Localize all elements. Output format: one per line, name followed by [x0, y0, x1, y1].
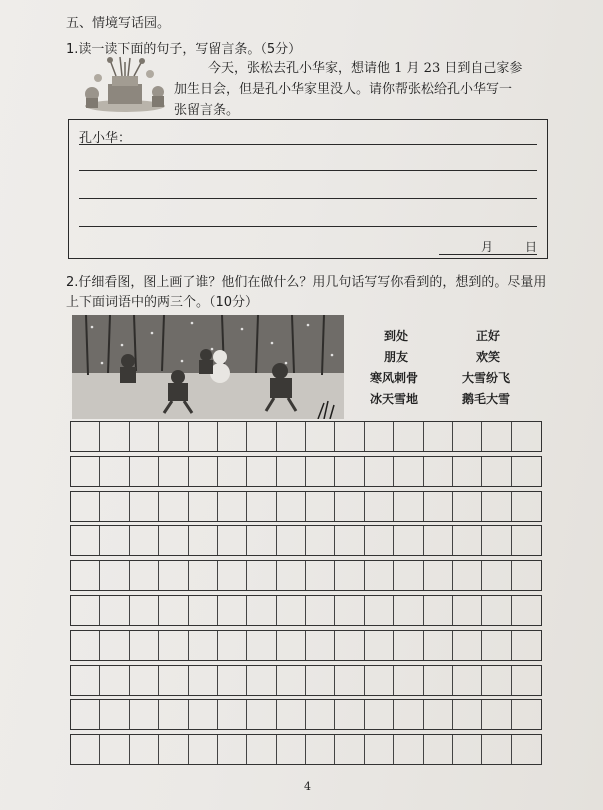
grid-cell[interactable] [130, 631, 159, 660]
grid-cell[interactable] [453, 422, 482, 451]
grid-cell[interactable] [218, 422, 247, 451]
grid-cell[interactable] [365, 457, 394, 486]
word-bank-item: 到处 [384, 329, 409, 343]
grid-cell[interactable] [394, 492, 423, 521]
word-bank-item: 鹅毛大雪 [462, 392, 511, 406]
grid-cell[interactable] [189, 422, 218, 451]
grid-cell[interactable] [512, 631, 541, 660]
grid-cell[interactable] [394, 700, 423, 729]
grid-cell[interactable] [218, 526, 247, 555]
grid-cell[interactable] [306, 596, 335, 625]
grid-cell[interactable] [130, 735, 159, 764]
grid-cell[interactable] [218, 596, 247, 625]
grid-cell[interactable] [100, 700, 129, 729]
grid-cell[interactable] [189, 666, 218, 695]
grid-cell[interactable] [306, 561, 335, 590]
grid-cell[interactable] [335, 561, 364, 590]
grid-cell[interactable] [453, 700, 482, 729]
grid-cell[interactable] [306, 526, 335, 555]
grid-cell[interactable] [335, 700, 364, 729]
grid-cell[interactable] [159, 735, 188, 764]
grid-cell[interactable] [394, 422, 423, 451]
grid-cell[interactable] [247, 666, 276, 695]
grid-cell[interactable] [394, 596, 423, 625]
grid-cell[interactable] [365, 735, 394, 764]
grid-cell[interactable] [482, 422, 511, 451]
grid-cell[interactable] [189, 457, 218, 486]
grid-cell[interactable] [335, 596, 364, 625]
grid-cell[interactable] [482, 561, 511, 590]
grid-cell[interactable] [100, 735, 129, 764]
grid-cell[interactable] [453, 457, 482, 486]
grid-cell[interactable] [453, 526, 482, 555]
grid-cell[interactable] [394, 561, 423, 590]
grid-cell[interactable] [365, 492, 394, 521]
grid-cell[interactable] [189, 596, 218, 625]
grid-cell[interactable] [394, 666, 423, 695]
grid-cell[interactable] [159, 666, 188, 695]
grid-cell[interactable] [218, 492, 247, 521]
grid-cell[interactable] [512, 561, 541, 590]
grid-cell[interactable] [277, 422, 306, 451]
paragraph-line: 今天，张松去孔小华家，想请他 1 月 23 日到自己家参 [208, 61, 523, 76]
grid-cell[interactable] [71, 666, 100, 695]
grid-cell[interactable] [424, 561, 453, 590]
grid-cell[interactable] [71, 492, 100, 521]
word-bank-item: 朋友 [384, 350, 409, 364]
grid-cell[interactable] [218, 457, 247, 486]
grid-cell[interactable] [277, 561, 306, 590]
grid-cell[interactable] [482, 700, 511, 729]
grid-cell[interactable] [335, 422, 364, 451]
grid-cell[interactable] [100, 526, 129, 555]
grid-cell[interactable] [424, 457, 453, 486]
grid-cell[interactable] [130, 561, 159, 590]
grid-cell[interactable] [335, 457, 364, 486]
paragraph-line: 张留言条。 [174, 103, 240, 118]
writing-line [79, 170, 537, 171]
grid-cell[interactable] [159, 526, 188, 555]
grid-cell[interactable] [247, 596, 276, 625]
grid-cell[interactable] [512, 735, 541, 764]
grid-cell[interactable] [482, 596, 511, 625]
grid-cell[interactable] [100, 631, 129, 660]
grid-cell[interactable] [424, 526, 453, 555]
grid-cell[interactable] [247, 422, 276, 451]
grid-cell[interactable] [218, 631, 247, 660]
grid-cell[interactable] [159, 422, 188, 451]
grid-cell[interactable] [100, 457, 129, 486]
grid-cell[interactable] [512, 596, 541, 625]
grid-cell[interactable] [100, 492, 129, 521]
grid-cell[interactable] [453, 735, 482, 764]
grid-cell[interactable] [424, 492, 453, 521]
paragraph-line: 加生日会，但是孔小华家里没人。请你帮张松给孔小华写一 [174, 82, 513, 97]
writing-line [79, 198, 537, 199]
grid-cell[interactable] [482, 735, 511, 764]
grid-cell[interactable] [130, 492, 159, 521]
grid-cell[interactable] [512, 422, 541, 451]
grid-cell[interactable] [130, 526, 159, 555]
grid-cell[interactable] [218, 735, 247, 764]
grid-cell[interactable] [130, 596, 159, 625]
grid-cell[interactable] [71, 422, 100, 451]
grid-cell[interactable] [218, 700, 247, 729]
grid-cell[interactable] [159, 457, 188, 486]
grid-cell[interactable] [512, 492, 541, 521]
grid-cell[interactable] [365, 561, 394, 590]
page-number: 4 [304, 780, 311, 793]
grid-cell[interactable] [247, 700, 276, 729]
grid-cell[interactable] [130, 422, 159, 451]
grid-cell[interactable] [424, 631, 453, 660]
question-1-prompt: 1.读一读下面的句子，写留言条。（5分） [66, 42, 302, 57]
grid-cell[interactable] [306, 422, 335, 451]
grid-cell[interactable] [159, 492, 188, 521]
grid-cell[interactable] [189, 735, 218, 764]
grid-cell[interactable] [365, 422, 394, 451]
grid-cell[interactable] [189, 526, 218, 555]
grid-row [70, 560, 542, 591]
grid-cell[interactable] [365, 700, 394, 729]
grid-cell[interactable] [482, 666, 511, 695]
grid-cell[interactable] [71, 526, 100, 555]
grid-row [70, 699, 542, 730]
grid-cell[interactable] [453, 596, 482, 625]
grid-cell[interactable] [512, 666, 541, 695]
writing-line [79, 226, 537, 227]
day-label: 日 [525, 240, 538, 254]
grid-row [70, 421, 542, 452]
grid-cell[interactable] [277, 526, 306, 555]
grid-cell[interactable] [512, 526, 541, 555]
grid-cell[interactable] [189, 700, 218, 729]
question-1-paragraph [174, 58, 554, 121]
grid-cell[interactable] [424, 700, 453, 729]
birthday-illustration [80, 54, 170, 114]
grid-row [70, 525, 542, 556]
grid-cell[interactable] [277, 700, 306, 729]
grid-cell[interactable] [247, 631, 276, 660]
grid-cell[interactable] [306, 700, 335, 729]
grid-cell[interactable] [394, 457, 423, 486]
grid-cell[interactable] [335, 735, 364, 764]
grid-cell[interactable] [512, 457, 541, 486]
grid-cell[interactable] [130, 700, 159, 729]
grid-cell[interactable] [130, 666, 159, 695]
grid-cell[interactable] [424, 666, 453, 695]
grid-cell[interactable] [277, 492, 306, 521]
grid-cell[interactable] [71, 631, 100, 660]
grid-cell[interactable] [512, 700, 541, 729]
grid-cell[interactable] [71, 457, 100, 486]
grid-cell[interactable] [365, 666, 394, 695]
grid-cell[interactable] [335, 526, 364, 555]
grid-cell[interactable] [218, 666, 247, 695]
grid-cell[interactable] [306, 492, 335, 521]
word-bank-item: 寒风刺骨 [370, 371, 419, 385]
grid-row [70, 630, 542, 661]
grid-cell[interactable] [424, 735, 453, 764]
grid-cell[interactable] [394, 735, 423, 764]
grid-cell[interactable] [365, 596, 394, 625]
grid-cell[interactable] [247, 457, 276, 486]
grid-cell[interactable] [277, 735, 306, 764]
grid-cell[interactable] [424, 422, 453, 451]
grid-cell[interactable] [218, 561, 247, 590]
section-title: 五、情境写话园。 [66, 16, 171, 31]
grid-cell[interactable] [277, 457, 306, 486]
grid-cell[interactable] [130, 457, 159, 486]
grid-cell[interactable] [306, 631, 335, 660]
grid-cell[interactable] [189, 492, 218, 521]
grid-row [70, 665, 542, 696]
grid-cell[interactable] [335, 631, 364, 660]
grid-row [70, 456, 542, 487]
grid-cell[interactable] [100, 561, 129, 590]
word-bank-item: 大雪纷飞 [462, 371, 511, 385]
grid-cell[interactable] [247, 561, 276, 590]
grid-cell[interactable] [482, 457, 511, 486]
grid-cell[interactable] [482, 631, 511, 660]
question-2-prompt: 2.仔细看图，图上画了谁？他们在做什么？用几句话写写你看到的，想到的。尽量用上下面词语中的两三个。（10分） [66, 275, 547, 310]
grid-cell[interactable] [159, 596, 188, 625]
grid-cell[interactable] [482, 526, 511, 555]
grid-cell[interactable] [306, 735, 335, 764]
grid-cell[interactable] [453, 492, 482, 521]
grid-cell[interactable] [159, 631, 188, 660]
message-note-box[interactable] [68, 119, 548, 259]
word-bank-item: 欢笑 [476, 350, 501, 364]
grid-cell[interactable] [159, 561, 188, 590]
grid-cell[interactable] [277, 596, 306, 625]
grid-cell[interactable] [335, 492, 364, 521]
grid-cell[interactable] [71, 700, 100, 729]
grid-cell[interactable] [394, 526, 423, 555]
grid-cell[interactable] [189, 631, 218, 660]
grid-cell[interactable] [453, 666, 482, 695]
grid-row [70, 734, 542, 765]
grid-cell[interactable] [189, 561, 218, 590]
grid-row [70, 595, 542, 626]
grid-cell[interactable] [71, 596, 100, 625]
grid-cell[interactable] [365, 631, 394, 660]
writing-line [79, 144, 537, 145]
grid-cell[interactable] [71, 735, 100, 764]
note-greeting: 孔小华： [79, 131, 132, 146]
word-bank-item: 冰天雪地 [370, 392, 419, 406]
grid-cell[interactable] [247, 492, 276, 521]
grid-cell[interactable] [394, 631, 423, 660]
word-bank-item: 正好 [476, 329, 501, 343]
grid-cell[interactable] [100, 596, 129, 625]
grid-cell[interactable] [424, 596, 453, 625]
grid-cell[interactable] [453, 631, 482, 660]
month-label: 月 [481, 240, 494, 254]
grid-cell[interactable] [453, 561, 482, 590]
grid-cell[interactable] [100, 422, 129, 451]
grid-cell[interactable] [277, 666, 306, 695]
grid-cell[interactable] [306, 457, 335, 486]
grid-row [70, 491, 542, 522]
grid-cell[interactable] [247, 526, 276, 555]
grid-cell[interactable] [247, 735, 276, 764]
grid-cell[interactable] [335, 666, 364, 695]
snow-play-illustration [72, 315, 344, 419]
grid-cell[interactable] [277, 631, 306, 660]
grid-cell[interactable] [159, 700, 188, 729]
grid-cell[interactable] [365, 526, 394, 555]
grid-cell[interactable] [482, 492, 511, 521]
grid-cell[interactable] [306, 666, 335, 695]
grid-cell[interactable] [71, 561, 100, 590]
grid-cell[interactable] [100, 666, 129, 695]
